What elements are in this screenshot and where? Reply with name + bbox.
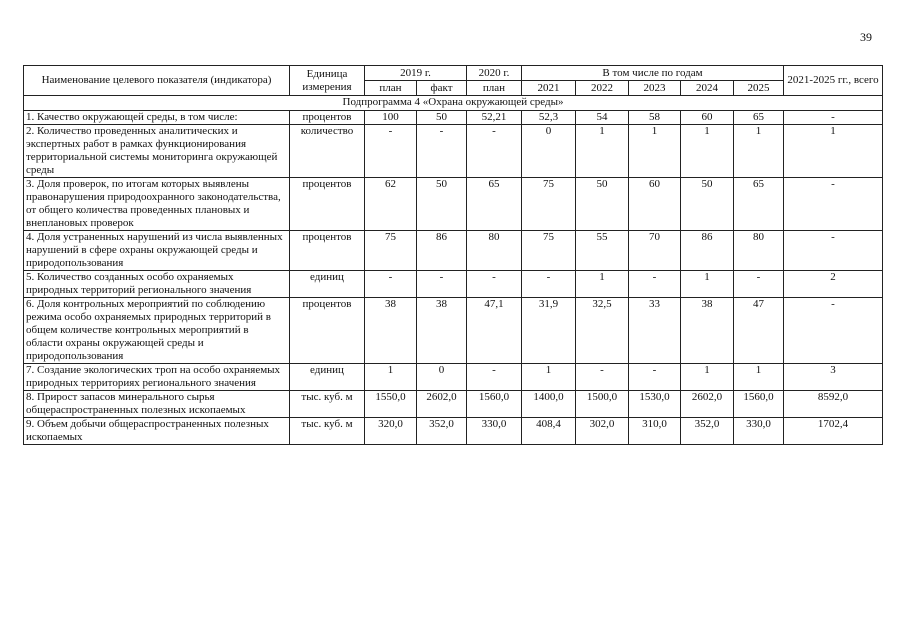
header-2020: 2020 г. bbox=[467, 66, 522, 81]
header-year-2023: 2023 bbox=[629, 81, 681, 96]
indicator-value: 1500,0 bbox=[576, 391, 629, 418]
indicator-value: 1 bbox=[365, 364, 417, 391]
indicator-value: - bbox=[576, 364, 629, 391]
indicator-value: 2 bbox=[784, 271, 883, 298]
indicator-value: - bbox=[365, 271, 417, 298]
header-year-2025: 2025 bbox=[734, 81, 784, 96]
header-2019: 2019 г. bbox=[365, 66, 467, 81]
indicator-value: 8592,0 bbox=[784, 391, 883, 418]
indicator-value: 1550,0 bbox=[365, 391, 417, 418]
indicator-value: 1 bbox=[522, 364, 576, 391]
indicator-value: 330,0 bbox=[734, 418, 784, 445]
header-year-2021: 2021 bbox=[522, 81, 576, 96]
indicator-value: 75 bbox=[365, 231, 417, 271]
table-row bbox=[24, 125, 883, 178]
indicator-value: 52,3 bbox=[522, 111, 576, 125]
indicator-value: 70 bbox=[629, 231, 681, 271]
table-row bbox=[24, 111, 883, 125]
indicator-value: 80 bbox=[734, 231, 784, 271]
indicator-name: 1. Качество окружающей среды, в том числе: bbox=[24, 111, 290, 125]
indicator-value: 38 bbox=[417, 298, 467, 364]
indicator-value: 47,1 bbox=[467, 298, 522, 364]
indicator-name: 8. Прирост запасов минерального сырья общераспространенных полезных ископаемых bbox=[24, 391, 290, 418]
indicator-unit: единиц bbox=[290, 271, 365, 298]
indicator-value: - bbox=[522, 271, 576, 298]
indicator-value: 0 bbox=[522, 125, 576, 178]
indicator-value: 1 bbox=[734, 125, 784, 178]
indicator-value: 62 bbox=[365, 178, 417, 231]
indicator-name: 9. Объем добычи общераспространенных полезных ископаемых bbox=[24, 418, 290, 445]
indicator-value: - bbox=[784, 178, 883, 231]
indicator-value: 75 bbox=[522, 178, 576, 231]
indicator-value: - bbox=[629, 271, 681, 298]
indicator-value: 65 bbox=[734, 178, 784, 231]
table-row bbox=[24, 271, 883, 298]
indicator-value: 1 bbox=[681, 364, 734, 391]
table-row bbox=[24, 298, 883, 364]
indicator-unit: тыс. куб. м bbox=[290, 391, 365, 418]
header-total: 2021-2025 гг., всего bbox=[784, 66, 883, 96]
indicator-value: 58 bbox=[629, 111, 681, 125]
indicator-value: 2602,0 bbox=[681, 391, 734, 418]
indicator-value: 1 bbox=[576, 125, 629, 178]
indicator-unit: количество bbox=[290, 125, 365, 178]
section-title: Подпрограмма 4 «Охрана окружающей среды» bbox=[24, 96, 883, 111]
indicator-value: 50 bbox=[576, 178, 629, 231]
indicator-name: 5. Количество созданных особо охраняемых природных территорий регионального значения bbox=[24, 271, 290, 298]
header-year-2024: 2024 bbox=[681, 81, 734, 96]
indicator-unit: процентов bbox=[290, 231, 365, 271]
indicator-value: 38 bbox=[365, 298, 417, 364]
indicator-value: - bbox=[784, 231, 883, 271]
indicator-value: 330,0 bbox=[467, 418, 522, 445]
indicator-name: 2. Количество проведенных аналитических и экспертных работ в рамках функционирования территориальной системы мониторинга окружающей среды bbox=[24, 125, 290, 178]
indicator-value: - bbox=[784, 111, 883, 125]
indicator-value: 1 bbox=[576, 271, 629, 298]
header-by-years: В том числе по годам bbox=[522, 66, 784, 81]
indicator-value: 31,9 bbox=[522, 298, 576, 364]
indicator-value: 60 bbox=[681, 111, 734, 125]
indicator-value: 50 bbox=[417, 178, 467, 231]
page-number: 39 bbox=[860, 30, 872, 44]
indicator-value: 38 bbox=[681, 298, 734, 364]
indicator-value: 1560,0 bbox=[467, 391, 522, 418]
header-indicator-name: Наименование целевого показателя (индикатора) bbox=[24, 66, 290, 96]
indicator-unit: процентов bbox=[290, 178, 365, 231]
header-2020-plan: план bbox=[467, 81, 522, 96]
indicator-name: 6. Доля контрольных мероприятий по соблюдению режима особо охраняемых природных территорий в общем количестве контрольных мероприятий в области охраны окружающей среды и природопользования bbox=[24, 298, 290, 364]
indicator-value: 1 bbox=[734, 364, 784, 391]
indicator-value: 408,4 bbox=[522, 418, 576, 445]
indicator-value: 32,5 bbox=[576, 298, 629, 364]
indicator-value: - bbox=[629, 364, 681, 391]
indicator-value: 310,0 bbox=[629, 418, 681, 445]
indicator-value: 1 bbox=[681, 271, 734, 298]
indicator-value: 2602,0 bbox=[417, 391, 467, 418]
indicator-value: 86 bbox=[681, 231, 734, 271]
indicator-unit: процентов bbox=[290, 111, 365, 125]
indicator-name: 3. Доля проверок, по итогам которых выявлены правонарушения природоохранного законодательства, от общего количества проведенных плановых и внеплановых проверок bbox=[24, 178, 290, 231]
indicator-value: 1560,0 bbox=[734, 391, 784, 418]
indicator-value: 0 bbox=[417, 364, 467, 391]
indicator-unit: единиц bbox=[290, 364, 365, 391]
indicator-value: 1400,0 bbox=[522, 391, 576, 418]
indicator-value: 1530,0 bbox=[629, 391, 681, 418]
indicator-value: 3 bbox=[784, 364, 883, 391]
header-row-top bbox=[24, 66, 883, 81]
indicator-value: 86 bbox=[417, 231, 467, 271]
indicators-table bbox=[23, 65, 883, 445]
header-year-2022: 2022 bbox=[576, 81, 629, 96]
indicator-value: 54 bbox=[576, 111, 629, 125]
indicator-value: 55 bbox=[576, 231, 629, 271]
indicator-value: 352,0 bbox=[417, 418, 467, 445]
indicator-value: 65 bbox=[734, 111, 784, 125]
header-2019-fact: факт bbox=[417, 81, 467, 96]
table-row bbox=[24, 231, 883, 271]
indicator-value: 65 bbox=[467, 178, 522, 231]
table-row bbox=[24, 178, 883, 231]
indicator-value: 50 bbox=[681, 178, 734, 231]
table-row bbox=[24, 418, 883, 445]
indicator-name: 7. Создание экологических троп на особо охраняемых природных территориях регионального значения bbox=[24, 364, 290, 391]
indicator-value: 352,0 bbox=[681, 418, 734, 445]
indicator-value: - bbox=[467, 125, 522, 178]
header-2019-plan: план bbox=[365, 81, 417, 96]
indicator-value: - bbox=[784, 298, 883, 364]
indicator-value: 50 bbox=[417, 111, 467, 125]
indicator-value: - bbox=[734, 271, 784, 298]
indicator-name: 4. Доля устраненных нарушений из числа выявленных нарушений в сфере охраны окружающей среды и природопользования bbox=[24, 231, 290, 271]
indicator-value: 75 bbox=[522, 231, 576, 271]
indicator-unit: процентов bbox=[290, 298, 365, 364]
indicator-value: - bbox=[417, 125, 467, 178]
indicator-value: 80 bbox=[467, 231, 522, 271]
table-row bbox=[24, 364, 883, 391]
indicator-value: - bbox=[467, 271, 522, 298]
indicator-value: 302,0 bbox=[576, 418, 629, 445]
header-unit: Единица измерения bbox=[290, 66, 365, 96]
indicator-value: 52,21 bbox=[467, 111, 522, 125]
indicator-value: 100 bbox=[365, 111, 417, 125]
indicator-value: - bbox=[365, 125, 417, 178]
indicator-value: 1 bbox=[681, 125, 734, 178]
indicator-value: 1702,4 bbox=[784, 418, 883, 445]
indicator-value: 320,0 bbox=[365, 418, 417, 445]
indicator-value: - bbox=[417, 271, 467, 298]
indicator-value: 60 bbox=[629, 178, 681, 231]
indicator-value: 1 bbox=[784, 125, 883, 178]
indicator-unit: тыс. куб. м bbox=[290, 418, 365, 445]
indicator-value: 1 bbox=[629, 125, 681, 178]
indicator-value: 47 bbox=[734, 298, 784, 364]
indicator-value: - bbox=[467, 364, 522, 391]
indicator-value: 33 bbox=[629, 298, 681, 364]
section-row bbox=[24, 96, 883, 111]
table-row bbox=[24, 391, 883, 418]
